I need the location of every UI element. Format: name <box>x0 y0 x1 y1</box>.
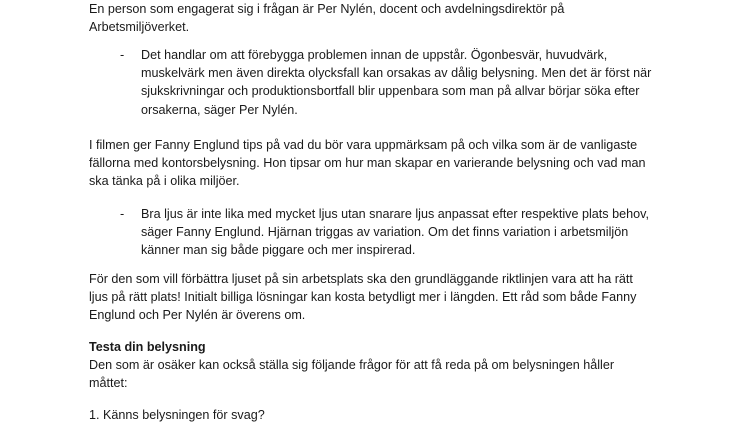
text-line: ljus på rätt plats! Initialt billiga lösningar kan kosta betydligt mer i längden. Ett råd som både Fanny <box>89 290 637 305</box>
bullet-dash: - <box>120 48 125 62</box>
bullet-dash: - <box>120 207 125 221</box>
text-line: Englund och Per Nylén är överens om. <box>89 308 306 323</box>
text-line: säger Fanny Englund. Hjärnan triggas av variation. Om det finns variation i arbetsmiljön <box>141 225 629 240</box>
text-line: För den som vill förbättra ljuset på sin arbetsplats ska den grundläggande riktlinjen vara att ha rätt <box>89 272 633 286</box>
bullet-text <box>141 205 669 260</box>
text-line: känner man sig både piggare och mer inspirerad. <box>141 243 416 258</box>
text-line: orsakerna, säger Per Nylén. <box>141 102 298 117</box>
text-line: Det handlar om att förebygga problemen innan de uppstår. Ögonbesvär, huvudvärk, <box>141 48 608 62</box>
question-list <box>89 406 669 424</box>
text-line: I filmen ger Fanny Englund tips på vad du bör vara uppmärksam på och vilka som är de vanligaste <box>89 138 638 152</box>
text-line: sjukskrivningar och produktionsbortfall blir uppenbara som man på allvar börjar söka efter <box>141 84 640 99</box>
text-line: måttet: <box>89 376 128 391</box>
text-line: fällorna med kontorsbelysning. Hon tipsar om hur man skapar en varierande belysning och vad man <box>89 156 646 171</box>
bullet-text <box>141 46 669 119</box>
text-line: Den som är osäker kan också ställa sig följande frågor för att få reda på om belysningen håller <box>89 358 615 373</box>
intro-paragraph <box>89 0 669 36</box>
test-section <box>89 338 669 393</box>
text-line: muskelvärk men även direkta olycksfall kan orsakas av dålig belysning. Men det är först när <box>141 66 652 81</box>
advice-paragraph <box>89 270 669 325</box>
text-line: Arbetsmiljöverket. <box>89 20 190 35</box>
question-item: 1. Känns belysningen för svag? <box>89 408 265 422</box>
film-paragraph <box>89 136 669 191</box>
section-heading: Testa din belysning <box>89 340 206 354</box>
text-line: ska tänka på i olika miljöer. <box>89 174 240 189</box>
text-line: Bra ljus är inte lika med mycket ljus utan snarare ljus anpassat efter respektive plats behov, <box>141 207 649 221</box>
text-line: En person som engagerat sig i frågan är Per Nylén, docent och avdelningsdirektör på <box>89 2 565 16</box>
